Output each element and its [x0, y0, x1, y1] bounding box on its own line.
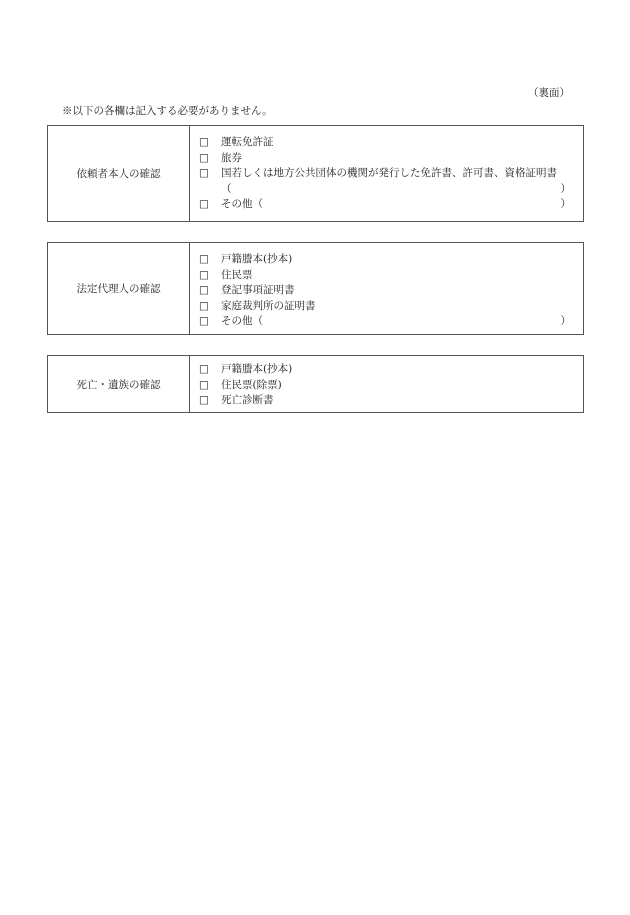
item-label: 運転免許証 — [221, 136, 274, 148]
checklist-item[interactable] — [199, 283, 571, 299]
checkbox[interactable]: □ — [199, 394, 209, 406]
checkbox[interactable]: □ — [199, 378, 209, 391]
checklist-item[interactable] — [199, 378, 571, 394]
item-label: 戸籍謄本(抄本) — [221, 363, 293, 375]
checkbox[interactable]: □ — [199, 136, 209, 148]
item-label: 戸籍謄本(抄本) — [221, 253, 293, 265]
checklist — [190, 243, 583, 334]
item-label: その他（ — [221, 315, 263, 327]
certificate-detail-field[interactable] — [199, 182, 571, 198]
item-label: 登記事項証明書 — [221, 284, 295, 296]
section-label: 依頼者本人の確認 — [48, 126, 190, 221]
item-label: 住民票 — [221, 268, 253, 281]
checklist-item[interactable] — [199, 166, 571, 182]
checklist — [190, 126, 583, 221]
checklist-item[interactable] — [199, 362, 571, 378]
checkbox[interactable]: □ — [199, 363, 209, 375]
checklist-item[interactable] — [199, 393, 571, 409]
checkbox[interactable]: □ — [199, 315, 209, 327]
checklist-item[interactable] — [199, 252, 571, 268]
notice-text: ※以下の各欄は記入する必要がありません。 — [62, 105, 273, 117]
paren-close: ） — [560, 182, 571, 195]
checklist-item[interactable] — [199, 151, 571, 167]
checklist-item-other[interactable] — [199, 314, 571, 330]
section-requester-identity — [47, 125, 584, 222]
checkbox[interactable]: □ — [199, 151, 209, 164]
checkbox[interactable]: □ — [199, 198, 209, 210]
paren-close: ） — [560, 315, 571, 327]
checkbox[interactable]: □ — [199, 284, 209, 296]
checkbox[interactable]: □ — [199, 253, 209, 265]
item-label: 旅券 — [221, 151, 242, 164]
section-label: 法定代理人の確認 — [48, 243, 190, 334]
section-deceased-family — [47, 355, 584, 413]
checkbox[interactable]: □ — [199, 268, 209, 281]
section-legal-representative — [47, 242, 584, 335]
checklist-item-other[interactable] — [199, 197, 571, 213]
checkbox[interactable]: □ — [199, 167, 209, 179]
page-side-label: （裏面） — [528, 87, 570, 99]
item-label: その他（ — [221, 198, 263, 210]
paren-close: ） — [560, 198, 571, 210]
checkbox[interactable]: □ — [199, 299, 209, 312]
checklist-item[interactable] — [199, 299, 571, 315]
checklist-item[interactable] — [199, 268, 571, 284]
item-label: 国若しくは地方公共団体の機関が発行した免許書、許可書、資格証明書 — [221, 167, 557, 179]
item-label: 住民票(除票) — [221, 378, 282, 391]
checklist-item[interactable] — [199, 135, 571, 151]
item-label: 死亡診断書 — [221, 394, 274, 406]
item-label: 家庭裁判所の証明書 — [221, 299, 316, 312]
section-label: 死亡・遺族の確認 — [48, 356, 190, 412]
checklist — [190, 356, 583, 412]
paren-open: （ — [221, 182, 232, 195]
